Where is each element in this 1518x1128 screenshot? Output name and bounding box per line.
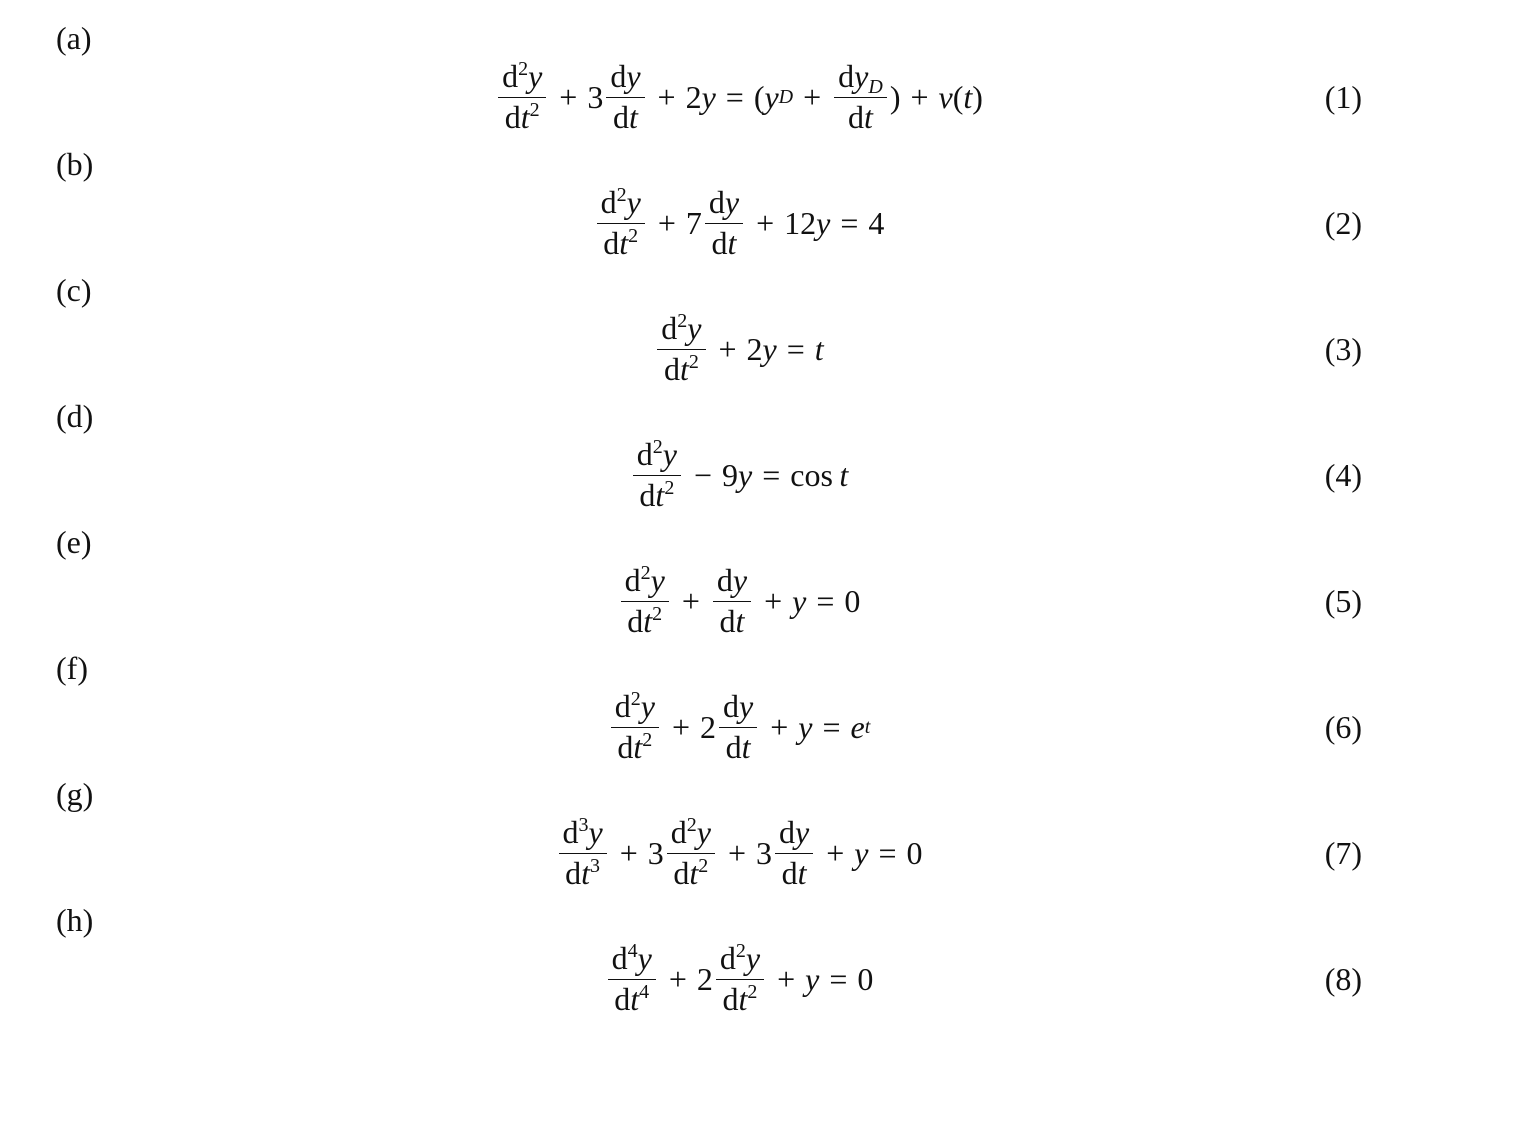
equation-row-5: [0, 556, 1518, 646]
equation-1: $\frac{d^2y}{dt^2}$ + 3 $\frac{dy}{dt}$ + 2 y = ( y D + $\frac{dy_D}{dt}$ ) + v ( t ): [0, 52, 1478, 142]
fraction-dy-dt: $\frac{dy}{dt}$: [606, 59, 644, 134]
equation-row-6: [0, 682, 1518, 772]
equation-number-5: (5): [1324, 582, 1362, 619]
equation-3: $\frac{d^2y}{dt^2}$ + 2 y = t: [0, 304, 1478, 394]
equation-number-8: (8): [1324, 960, 1362, 997]
equation-row-3: [0, 304, 1518, 394]
fraction-dy-dt: $\frac{dy}{dt}$: [775, 815, 813, 890]
part-label-h: (h): [56, 902, 94, 938]
fraction-dy-dt: $\frac{dy}{dt}$: [719, 689, 757, 764]
equation-5: $\frac{d^2y}{dt^2}$ + $\frac{dy}{dt}$ + y = 0: [0, 556, 1478, 646]
equation-6: $\frac{d^2y}{dt^2}$ + 2 $\frac{dy}{dt}$ + y = e t: [0, 682, 1478, 772]
part-label-a: (a): [56, 20, 92, 56]
fraction-d2y-dt2: $\frac{d^2y}{dt^2}$: [621, 563, 669, 638]
equation-number-1: (1): [1324, 78, 1362, 115]
equation-row-8: [0, 934, 1518, 1024]
fraction-d2y-dt2: $\frac{d^2y}{dt^2}$: [657, 311, 705, 386]
equation-row-1: [0, 52, 1518, 142]
fraction-d2y-dt2: $\frac{d^2y}{dt^2}$: [716, 941, 764, 1016]
fraction-d2y-dt2: $\frac{d^2y}{dt^2}$: [597, 185, 645, 260]
equation-8: $\frac{d^4y}{dt^4}$ + 2 $\frac{d^2y}{dt^2}$ + y = 0: [0, 934, 1478, 1024]
equation-row-2: [0, 178, 1518, 268]
fraction-d2y-dt2: $\frac{d^2y}{dt^2}$: [667, 815, 715, 890]
equation-number-6: (6): [1324, 708, 1362, 745]
equation-2: $\frac{d^2y}{dt^2}$ + 7 $\frac{dy}{dt}$ + 12 y = 4: [0, 178, 1478, 268]
part-label-e: (e): [56, 524, 92, 560]
fraction-d3y-dt3: $\frac{d^3y}{dt^3}$: [559, 815, 607, 890]
fraction-dy-dt: $\frac{dy}{dt}$: [705, 185, 743, 260]
equation-row-7: [0, 808, 1518, 898]
fraction-dy-dt: $\frac{dy}{dt}$: [713, 563, 751, 638]
fraction-d4y-dt4: $\frac{d^4y}{dt^4}$: [608, 941, 656, 1016]
part-label-c: (c): [56, 272, 92, 308]
equation-4: $\frac{d^2y}{dt^2}$ − 9 y = cos t: [0, 430, 1478, 520]
equation-7: $\frac{d^3y}{dt^3}$ + 3 $\frac{d^2y}{dt^2}$ + 3 $\frac{dy}{dt}$ + y = 0: [0, 808, 1478, 898]
part-label-g: (g): [56, 776, 94, 812]
equation-number-2: (2): [1324, 204, 1362, 241]
fraction-dyD-dt: $\frac{dy_D}{dt}$: [834, 59, 887, 134]
part-label-f: (f): [56, 650, 88, 686]
equation-number-7: (7): [1324, 834, 1362, 871]
fraction-d2y-dt2: $\frac{d^2y}{dt^2}$: [633, 437, 681, 512]
equation-number-3: (3): [1324, 330, 1362, 367]
part-label-b: (b): [56, 146, 94, 182]
fraction-d2y-dt2: $\frac{d^2y}{dt^2}$: [611, 689, 659, 764]
equation-row-4: [0, 430, 1518, 520]
part-label-d: (d): [56, 398, 94, 434]
equation-number-4: (4): [1324, 456, 1362, 493]
fraction-d2y-dt2: $\frac{d^2y}{dt^2}$: [498, 59, 546, 134]
